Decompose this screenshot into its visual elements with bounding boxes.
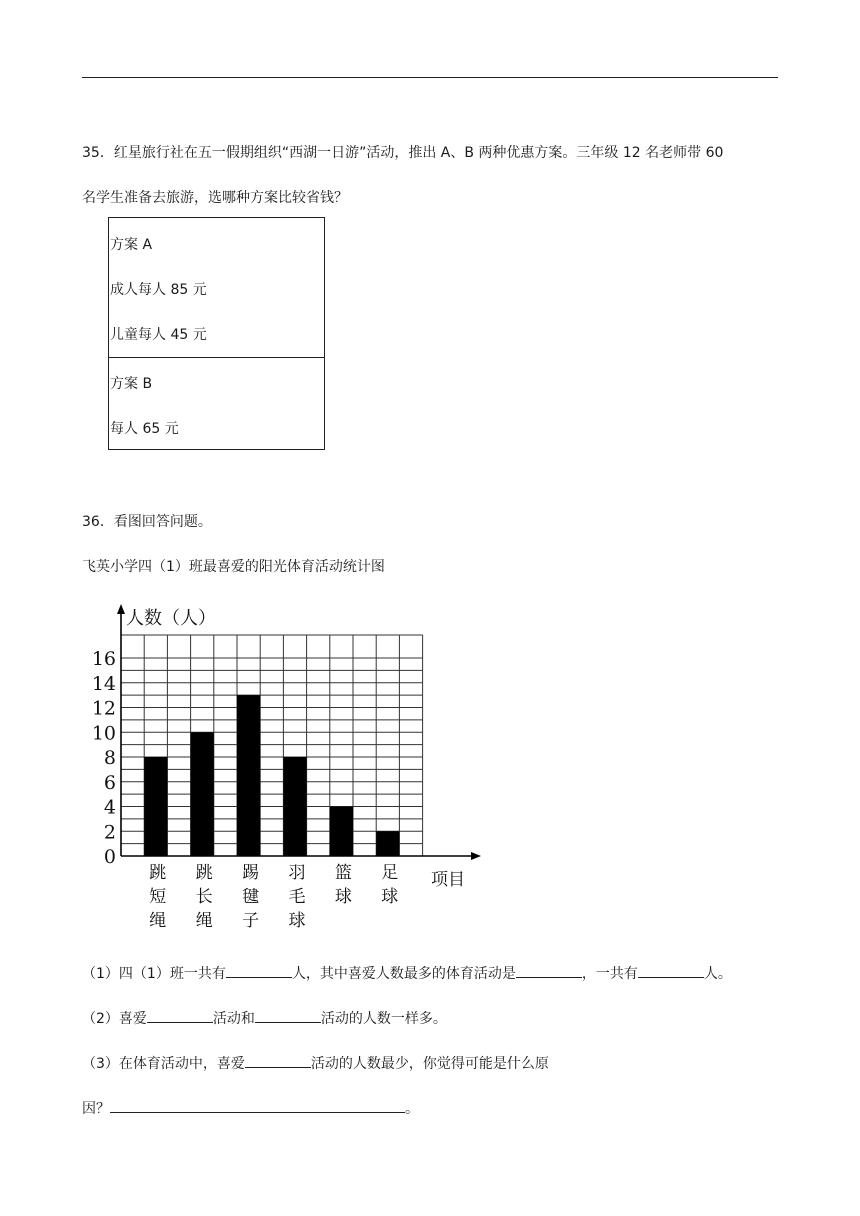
bar-羽毛球 [283,757,306,856]
category-label: 长 [195,887,213,907]
plan-a-cell [109,218,324,358]
category-label: 羽 [288,863,306,883]
y-tick-label: 12 [91,697,116,720]
x-axis-arrow [471,852,481,860]
q36-sub2-text-b: 活动和 [212,1011,255,1027]
q36-sub2-text-a: （2）喜爱 [82,1011,147,1027]
bar-篮球 [330,807,353,857]
q35-text-line-1: 35．红星旅行社在五一假期组织“西湖一日游”活动，推出 A、B 两种优惠方案。三年级 12 名老师带 60 [82,145,724,161]
category-label: 球 [334,887,352,907]
chart-bars [144,695,399,856]
bar-踢毽子 [237,695,260,856]
q36-sub3-text-c: 因？ [82,1101,110,1117]
category-label: 绳 [149,911,167,931]
q36-sub1-text-b: 人，其中喜爱人数最多的体育活动是 [291,966,516,982]
q36-sub3-text-d: 。 [405,1101,419,1117]
category-label: 子 [242,911,260,931]
plan-a-adult-price: 成人每人 85 元 [110,282,207,298]
answer-blank-same-activity-1[interactable] [147,1008,213,1023]
q36-sub2-text-c: 活动的人数一样多。 [320,1011,447,1027]
plan-b-cell [109,357,324,449]
plan-b-price: 每人 65 元 [110,421,179,437]
q36-sub1-text-d: 人。 [703,966,732,982]
plan-a-child-price: 儿童每人 45 元 [110,327,207,343]
y-tick-label: 8 [103,747,116,769]
chart-title: 飞英小学四（1）班最喜爱的阳光体育活动统计图 [82,559,385,575]
category-label: 跳 [149,863,167,883]
q36-prompt: 36．看图回答问题。 [82,514,212,530]
y-tick-label: 10 [91,722,116,745]
bar-跳长绳 [191,732,214,856]
answer-blank-total[interactable] [226,963,292,978]
category-label: 毽 [242,887,260,907]
q36-sub1 [82,963,732,983]
y-tick-label: 14 [91,672,116,695]
q36-sub1-text-c: ，一共有 [581,966,638,982]
plan-b-title: 方案 B [110,376,153,392]
category-label: 篮 [334,863,352,883]
chart-grid [121,635,423,856]
answer-blank-most-activity[interactable] [516,963,582,978]
category-label: 绳 [195,911,213,931]
category-label: 球 [288,911,306,931]
plan-a-title: 方案 A [110,237,153,253]
page-top-rule [82,77,778,78]
y-tick-label: 2 [103,821,116,844]
answer-blank-same-activity-2[interactable] [255,1008,321,1023]
category-label: 球 [381,887,399,907]
chart-labels [92,648,398,931]
q36-sub2 [82,1008,447,1028]
y-tick-label: 0 [103,846,116,868]
q35-text-line-2: 名学生准备去旅游，选哪种方案比较省钱？ [82,190,348,206]
q36-sub3-cont [82,1098,419,1118]
x-axis-label: 项目 [431,870,465,890]
q36-sub3-text-a: （3）在体育活动中，喜爱 [82,1056,245,1072]
chart-axes [117,604,481,860]
answer-blank-most-count[interactable] [638,963,704,978]
answer-blank-least-activity[interactable] [245,1053,311,1068]
y-tick-label: 16 [91,648,116,670]
y-axis-label: 人数（人） [126,608,216,629]
bar-足球 [376,831,399,856]
q36-sub3-text-b: 活动的人数最少，你觉得可能是什么原 [310,1056,549,1072]
bar-跳短绳 [144,757,167,856]
category-label: 踢 [242,863,260,883]
plan-table [108,217,325,450]
y-axis-arrow [117,604,125,614]
category-label: 毛 [288,887,306,907]
y-tick-label: 4 [103,796,116,819]
category-label: 足 [381,863,399,883]
q36-sub1-text-a: （1）四（1）班一共有 [82,966,226,982]
category-label: 短 [149,887,167,907]
y-tick-label: 6 [103,771,116,794]
answer-blank-reason[interactable] [110,1098,405,1113]
q36-sub3 [82,1053,549,1073]
category-label: 跳 [195,863,213,883]
